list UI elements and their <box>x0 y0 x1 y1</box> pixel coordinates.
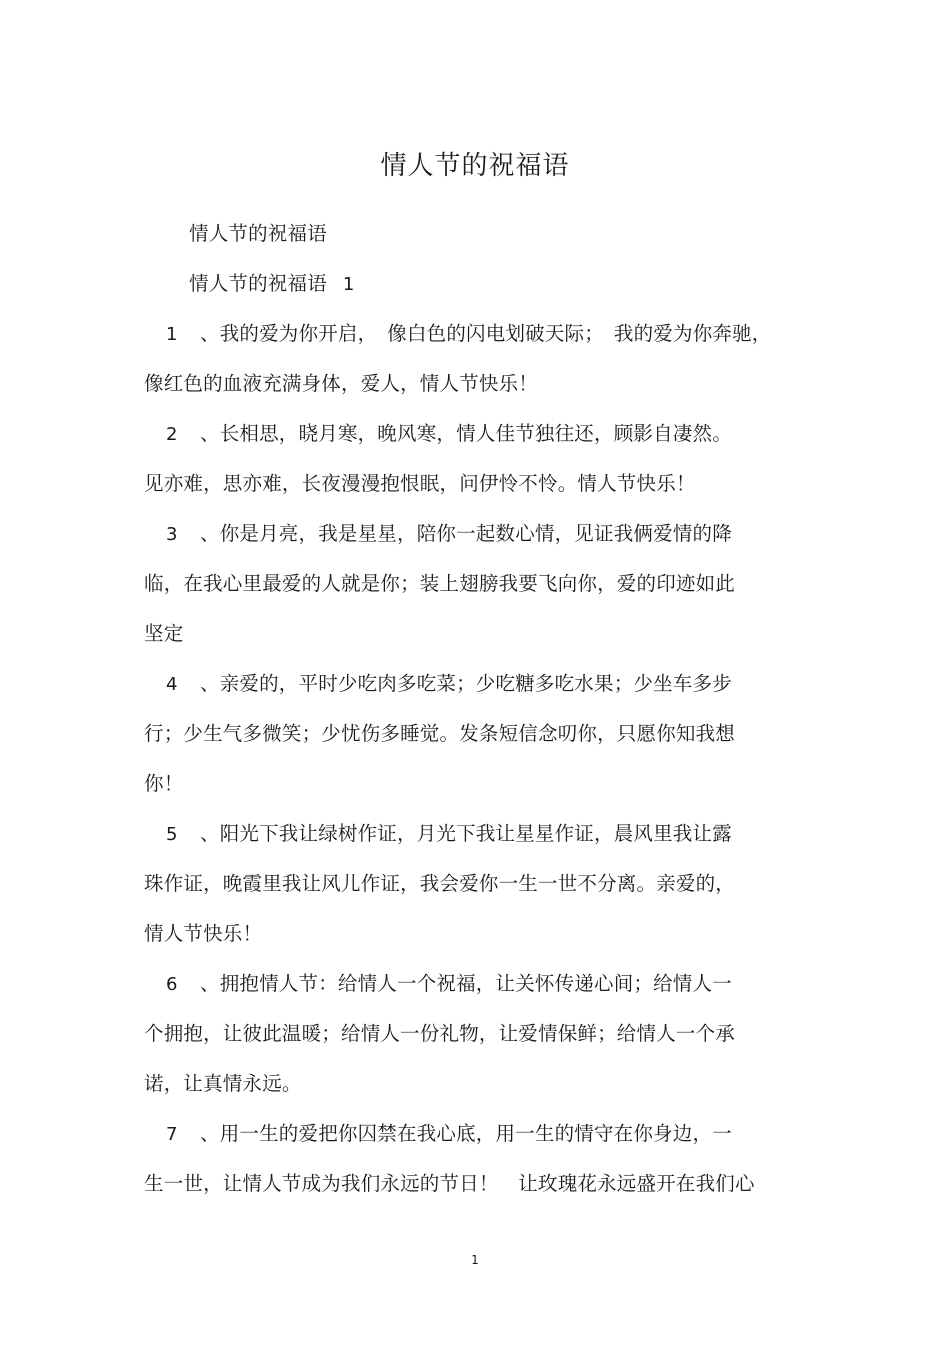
list-item-5-line-3: 情人节快乐！ <box>144 922 263 945</box>
list-item-7-line-1 <box>144 1120 732 1149</box>
list-item-text: 、长相思，晓月寒，晚风寒，情人佳节独往还，顾影自凄然。 <box>200 422 732 445</box>
list-item-2-line-1 <box>144 420 732 449</box>
list-item-6-line-2: 个拥抱，让彼此温暖；给情人一份礼物，让爱情保鲜；给情人一个承 <box>144 1022 736 1045</box>
list-item-number: 1 <box>166 324 178 345</box>
list-item-number: 6 <box>166 974 178 995</box>
list-item-number: 3 <box>166 524 178 545</box>
list-item-4-line-2: 行；少生气多微笑；少忧伤多睡觉。发条短信念叨你，只愿你知我想 <box>144 722 736 745</box>
list-item-3-line-2: 临，在我心里最爱的人就是你；装上翅膀我要飞向你，爱的印迹如此 <box>144 572 736 595</box>
list-item-text: 、我的爱为你开启， 像白色的闪电划破天际； 我的爱为你奔驰， <box>200 322 772 345</box>
list-item-2-line-2: 见亦难，思亦难，长夜漫漫抱恨眠，问伊怜不怜。情人节快乐！ <box>144 472 696 495</box>
list-item-text: 、用一生的爱把你囚禁在我心底，用一生的情守在你身边，一 <box>200 1122 732 1145</box>
list-item-6-line-1 <box>144 970 732 999</box>
list-item-number: 2 <box>166 424 178 445</box>
list-item-1-line-1 <box>144 320 772 349</box>
list-item-number: 5 <box>166 824 178 845</box>
subtitle: 情人节的祝福语 <box>189 222 327 245</box>
list-item-5-line-2: 珠作证，晚霞里我让风儿作证，我会爱你一生一世不分离。亲爱的， <box>144 872 736 895</box>
list-item-4-line-3: 你！ <box>144 772 184 795</box>
list-item-text: 、亲爱的，平时少吃肉多吃菜；少吃糖多吃水果；少坐车多步 <box>200 672 732 695</box>
list-item-number: 7 <box>166 1124 178 1145</box>
list-item-text: 、阳光下我让绿树作证，月光下我让星星作证，晨风里我让露 <box>200 822 732 845</box>
section-heading-label: 情人节的祝福语 <box>189 272 327 295</box>
list-item-1-line-2: 像红色的血液充满身体，爱人，情人节快乐！ <box>144 372 539 395</box>
section-heading-number: 1 <box>342 274 355 295</box>
list-item-3-line-3: 坚定 <box>144 622 184 645</box>
list-item-4-line-1 <box>144 670 732 699</box>
list-item-6-line-3: 诺，让真情永远。 <box>144 1072 302 1095</box>
list-item-5-line-1 <box>144 820 732 849</box>
list-item-text: 、拥抱情人节：给情人一个祝福，让关怀传递心间；给情人一 <box>200 972 732 995</box>
list-item-number: 4 <box>166 674 178 695</box>
list-item-7-line-2: 生一世，让情人节成为我们永远的节日！ 让玫瑰花永远盛开在我们心 <box>144 1172 755 1195</box>
list-item-3-line-1 <box>144 520 732 549</box>
document-title: 情人节的祝福语 <box>380 151 570 181</box>
list-item-text: 、你是月亮，我是星星，陪你一起数心情，见证我俩爱情的降 <box>200 522 732 545</box>
section-heading <box>189 270 355 299</box>
page-number: 1 <box>471 1253 479 1267</box>
